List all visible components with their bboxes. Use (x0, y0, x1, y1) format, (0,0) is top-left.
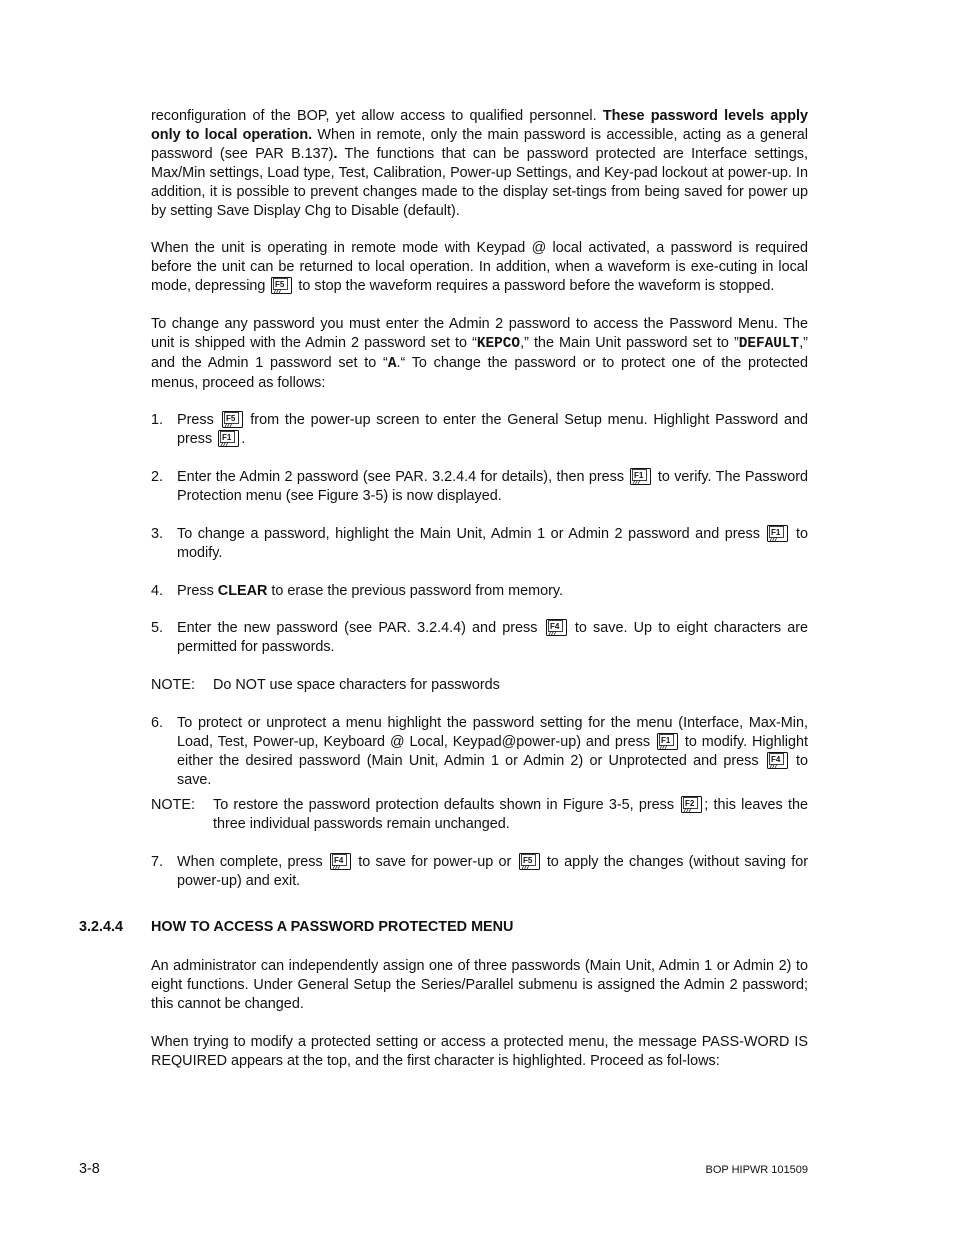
note-defaults (151, 796, 808, 834)
key-label: F2 (685, 799, 695, 809)
text: reconfiguration of the BOP, yet allow access to qualified personnel. (151, 108, 603, 124)
key-label: F5 (522, 856, 532, 866)
key-label: F4 (770, 754, 781, 764)
note-spaces (151, 676, 808, 695)
f2-key-icon (681, 796, 702, 813)
text: Press (177, 412, 214, 429)
f1-key-icon (767, 525, 788, 542)
key-label: F1 (660, 735, 671, 745)
password-a: A (387, 355, 397, 372)
step-number: 5. (151, 620, 164, 637)
step-number: 6. (151, 714, 164, 731)
clear-key-label: CLEAR (217, 582, 268, 599)
text: The functions that can be password protected are Interface settings, Max/Min settings, Load type, Test, Calibration, Power-up Settings, and Key-pad lockout at power-up. In addition, it is possible to prevent changes made to the display set-tings from being saved for power up by setting Save Display Chg to Disable (default). (151, 145, 808, 219)
paragraph-remote-mode (151, 239, 808, 296)
text: Press (177, 582, 218, 599)
f5-key-icon (519, 853, 540, 870)
key-label: F5 (275, 280, 285, 290)
paragraph-administrator: An administrator can independently assign one of three passwords (Main Unit, Admin 1 or Admin 2) to eight functions. Under General Setup the Series/Parallel submenu is assigned the Admin 2 password; this cannot be changed. (151, 958, 808, 1012)
page-number: 3-8 (79, 1161, 100, 1177)
key-label: F4 (333, 856, 344, 866)
note-text: Do NOT use space characters for passwords (213, 677, 500, 694)
note-label: NOTE: (151, 797, 195, 814)
text: Enter the new password (see PAR. 3.2.4.4) and press (177, 620, 538, 637)
f1-key-icon (218, 430, 239, 447)
step-7 (151, 853, 808, 891)
step-number: 3. (151, 525, 164, 542)
text: to save. Up to eight characters are permitted for passwords. (177, 620, 809, 656)
key-label: F1 (222, 433, 232, 443)
key-label: F1 (771, 527, 781, 537)
paragraph-protected-setting: When trying to modify a protected setting or access a protected menu, the message PASS-WORD IS REQUIRED appears at the top, and the first character is highlighted. Proceed as fol-lows: (151, 1033, 808, 1069)
text: to verify. The Password Protection menu (see Figure 3-5) is now displayed. (177, 469, 809, 505)
text: Enter the Admin 2 password (see PAR. 3.2.4.4 for details), then press (177, 469, 625, 486)
password-kepco: KEPCO (476, 335, 521, 352)
text: to apply the changes (without saving for power-up) and exit. (177, 854, 808, 890)
section-heading (79, 919, 513, 935)
body-text (151, 107, 808, 891)
text: When complete, press (177, 854, 323, 871)
text: When in remote, only the main password is accessible, acting as a general password (see PAR B.137) (151, 126, 808, 162)
paragraph-password-levels (151, 107, 808, 220)
section-title: HOW TO ACCESS A PASSWORD PROTECTED MENU (151, 919, 514, 935)
password-default: DEFAULT (738, 335, 800, 352)
text: to modify. Highlight either the desired password (Main Unit, Admin 1 or Admin 2) or Unprotected and press (177, 733, 809, 769)
text: To protect or unprotect a menu highlight the password setting for the menu (Interface, Max-Min, Load, Test, Power-up, Keyboard @ Local, Keypad@power-up) and press (177, 714, 808, 750)
document-id: BOP HIPWR 101509 (705, 1164, 808, 1176)
text: To restore the password protection defaults shown in Figure 3-5, press (213, 797, 675, 814)
step-3 (151, 525, 808, 563)
f4-key-icon (330, 853, 351, 870)
text: to stop the waveform requires a password before the waveform is stopped. (298, 278, 775, 295)
f1-key-icon (630, 468, 651, 485)
f5-key-icon (271, 277, 292, 294)
text: . (241, 431, 246, 448)
step-number: 7. (151, 854, 164, 871)
step-2 (151, 468, 808, 506)
f1-key-icon (657, 733, 678, 750)
step-number: 2. (151, 469, 164, 486)
key-label: F1 (634, 471, 644, 481)
text: When the unit is operating in remote mode with Keypad @ local activated, a password is required before the unit can be returned to local operation. In addition, when a waveform is exe-cuting in local mode, depressing (151, 240, 808, 295)
text: ,” and the Admin 1 password set to “ (151, 334, 808, 371)
step-number: 4. (151, 582, 164, 599)
bold-text: . (333, 145, 338, 162)
text: .“ To change the password or to protect one of the protected menus, proceed as follows: (151, 354, 808, 391)
text: ,” the Main Unit password set to ” (520, 334, 739, 351)
f4-key-icon (546, 619, 567, 636)
text: to modify. (177, 525, 808, 561)
key-label: F5 (225, 414, 235, 424)
text: to save for power-up or (358, 854, 512, 871)
f5-key-icon (222, 411, 243, 428)
text: from the power-up screen to enter the General Setup menu. Highlight Password and press (177, 412, 809, 448)
text: to erase the previous password from memory. (267, 582, 564, 599)
text: to save. (177, 752, 808, 788)
paragraph-change-password (151, 315, 808, 393)
section-number: 3.2.4.4 (79, 919, 124, 935)
step-1 (151, 411, 808, 449)
step-5 (151, 619, 808, 657)
text: To change any password you must enter the Admin 2 password to access the Password Menu. The unit is shipped with the Admin 2 password set to “ (151, 315, 808, 351)
step-6 (151, 714, 808, 790)
section-body (151, 957, 808, 1070)
note-label: NOTE: (151, 677, 195, 694)
key-label: F4 (549, 622, 559, 632)
f4-key-icon (767, 752, 788, 769)
bold-text: These password levels apply only to local operation. (151, 108, 808, 143)
step-4 (151, 582, 808, 601)
step-number: 1. (151, 412, 164, 429)
text: To change a password, highlight the Main Unit, Admin 1 or Admin 2 password and press (177, 525, 760, 542)
text: ; this leaves the three individual passwords remain unchanged. (213, 797, 808, 833)
